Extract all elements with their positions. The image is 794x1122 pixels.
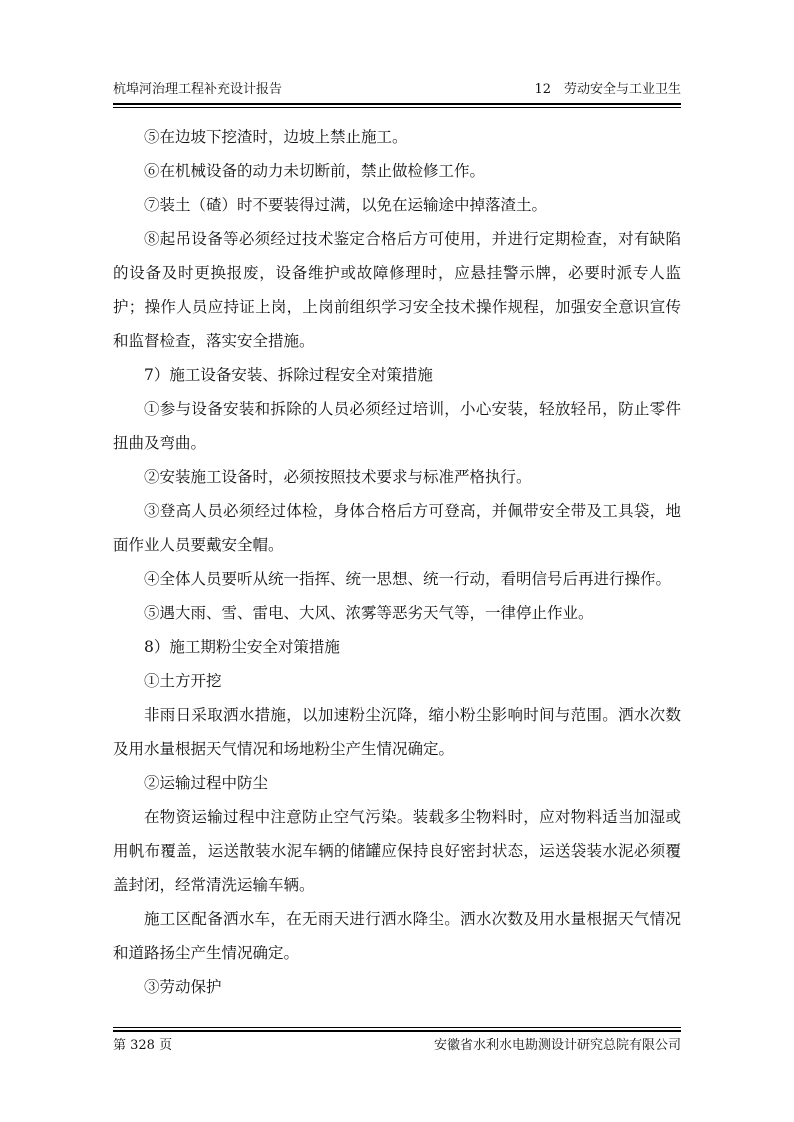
paragraph: ④全体人员要听从统一指挥、统一思想、统一行动，看明信号后再进行操作。 [144,570,672,588]
section-heading: 8）施工期粉尘安全对策措施 [144,638,340,656]
paragraph: ②安装施工设备时，必须按照技术要求与标准严格执行。 [144,468,532,486]
paragraph: ③登高人员必须经过体检，身体合格后方可登高，并佩带安全带及工具袋，地面作业人员要戴安全帽。 [113,502,681,554]
section-heading: 7）施工设备安装、拆除过程安全对策措施 [144,366,433,384]
page-footer [113,1034,681,1058]
page-number: 第 328 页 [113,1038,173,1053]
footer-organization: 安徽省水利水电勘测设计研究总院有限公司 [433,1038,681,1053]
paragraph: ⑧起吊设备等必须经过技术鉴定合格后方可使用，并进行定期检查，对有缺陷的设备及时更换报废，设备维护或故障修理时，应悬挂警示牌，必要时派专人监护；操作人员应持证上岗，上岗前组织学习安全技术操作规程，加强安全意识宣传和监督检查，落实安全措施。 [113,230,681,350]
paragraph: ⑥在机械设备的动力未切断前，禁止做检修工作。 [144,162,486,180]
header-report-title: 杭埠河治理工程补充设计报告 [113,82,283,97]
footer-rule-thin [113,1027,681,1028]
footer-rule-thick [113,1030,681,1032]
paragraph: ⑤遇大雨、雪、雷电、大风、浓雾等恶劣天气等，一律停止作业。 [144,604,594,622]
header-rule-thin [113,107,681,108]
header-rule-thick [113,103,681,105]
paragraph: ⑤在边坡下挖渣时，边坡上禁止施工。 [144,128,408,146]
subsection-heading: ②运输过程中防尘 [144,774,269,792]
paragraph: ⑦装土（碴）时不要装得过满，以免在运输途中掉落渣土。 [144,196,548,214]
header-chapter-title: 12 劳动安全与工业卫生 [534,82,681,97]
body-text [113,120,681,1004]
paragraph: 非雨日采取洒水措施，以加速粉尘沉降，缩小粉尘影响时间与范围。洒水次数及用水量根据天气情况和场地粉尘产生情况确定。 [113,706,681,758]
paragraph: 施工区配备洒水车，在无雨天进行洒水降尘。洒水次数及用水量根据天气情况和道路扬尘产生情况确定。 [113,910,681,962]
paragraph: ①参与设备安装和拆除的人员必须经过培训，小心安装，轻放轻吊，防止零件扭曲及弯曲。 [113,400,681,452]
subsection-heading: ③劳动保护 [144,978,222,996]
paragraph: 在物资运输过程中注意防止空气污染。装载多尘物料时，应对物料适当加湿或用帆布覆盖，运送散装水泥车辆的储罐应保持良好密封状态，运送袋装水泥必须覆盖封闭，经常清洗运输车辆。 [113,808,681,894]
subsection-heading: ①土方开挖 [144,672,222,690]
page-header [113,78,681,102]
